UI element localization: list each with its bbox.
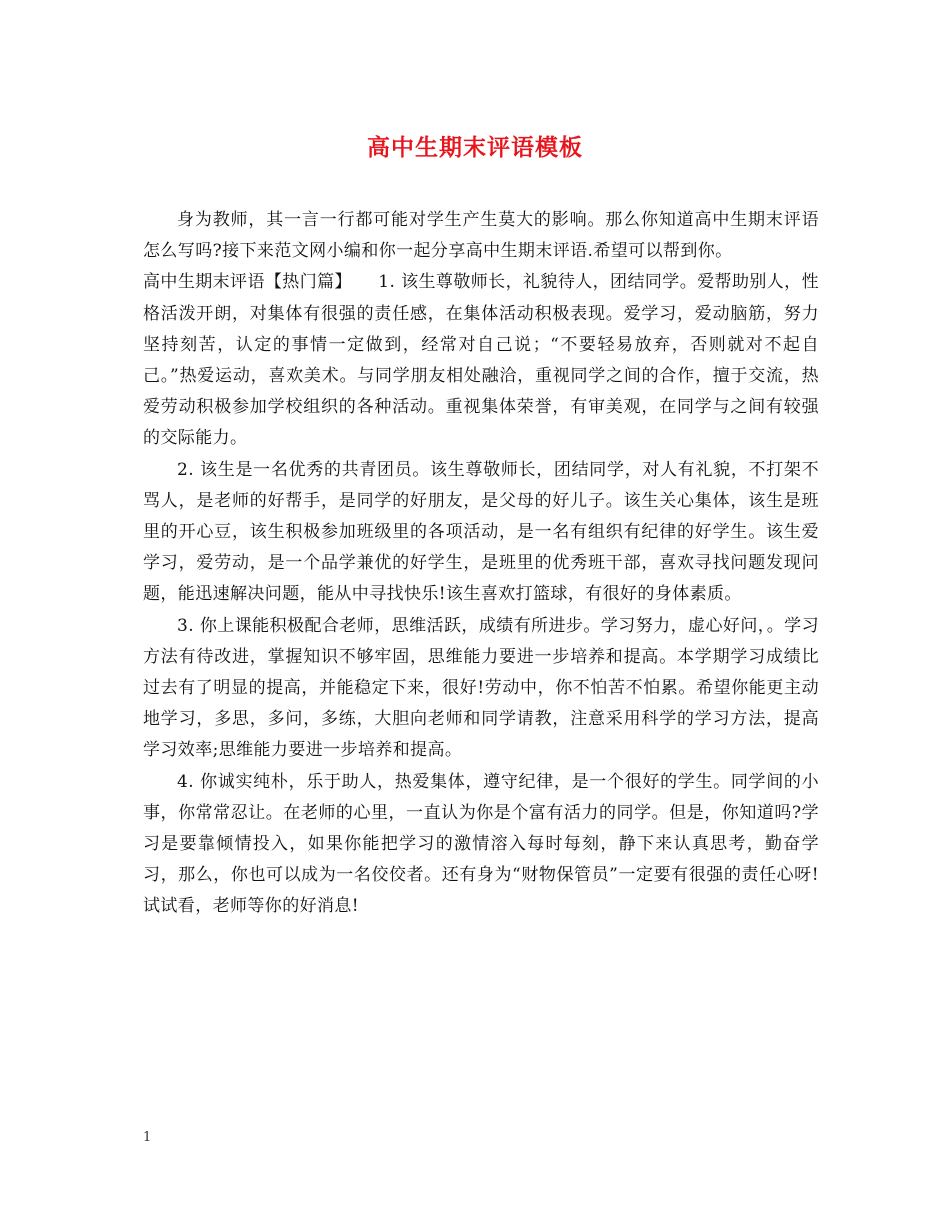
comment-paragraph-2: 2. 该生是一名优秀的共青团员。该生尊敬师长，团结同学，对人有礼貌，不打架不骂人，是老师的好帮手，是同学的好朋友，是父母的好儿子。该生关心集体，该生是班里的开心豆，该生积极参加班级里的各项活动，是一名有组织有纪律的好学生。该生爱学习，爱劳动，是一个品学兼优的好学生，是班里的优秀班干部，喜欢寻找问题发现问题，能迅速解决问题，能从中寻找快乐!该生喜欢打篮球，有很好的身体素质。 [143, 459, 819, 605]
intro-paragraph: 身为教师，其一言一行都可能对学生产生莫大的影响。那么你知道高中生期末评语怎么写吗?接下来范文网小编和你一起分享高中生期末评语.希望可以帮到你。 [143, 210, 819, 262]
comment-paragraph-3: 3. 你上课能积极配合老师，思维活跃，成绩有所进步。学习努力，虚心好问，。学习方法有待改进，掌握知识不够牢固，思维能力要进一步培养和提高。本学期学习成绩比过去有了明显的提高，并能稳定下来，很好!劳动中，你不怕苦不怕累。希望你能更主动地学习，多思，多问，多练，大胆向老师和同学请教，注意采用科学的学习方法，提高学习效率;思维能力要进一步培养和提高。 [143, 615, 819, 761]
document-body [143, 205, 819, 923]
document-title: 高中生期末评语模板 [367, 134, 583, 161]
comment-paragraph-4: 4. 你诚实纯朴，乐于助人，热爱集体，遵守纪律，是一个很好的学生。同学间的小事，你常常忍让。在老师的心里，一直认为你是个富有活力的同学。但是，你知道吗?学习是要靠倾情投入，如果你能把学习的激情溶入每时每刻，静下来认真思考，勤奋学习，那么，你也可以成为一名佼佼者。还有身为“财物保管员”一定要有很强的责任心呀!试试看，老师等你的好消息! [143, 771, 819, 917]
page-number: 1 [143, 1130, 152, 1145]
comment-paragraph-1: 高中生期末评语【热门篇】 1. 该生尊敬师长，礼貌待人，团结同学。爱帮助别人，性格活泼开朗，对集体有很强的责任感，在集体活动积极表现。爱学习，爱动脑筋，努力坚持刻苦，认定的事情一定做到，经常对自己说；“不要轻易放弃，否则就对不起自己。”热爱运动，喜欢美术。与同学朋友相处融洽，重视同学之间的合作，擅于交流，热爱劳动积极参加学校组织的各种活动。重视集体荣誉，有审美观，在同学与之间有较强的交际能力。 [143, 272, 819, 449]
